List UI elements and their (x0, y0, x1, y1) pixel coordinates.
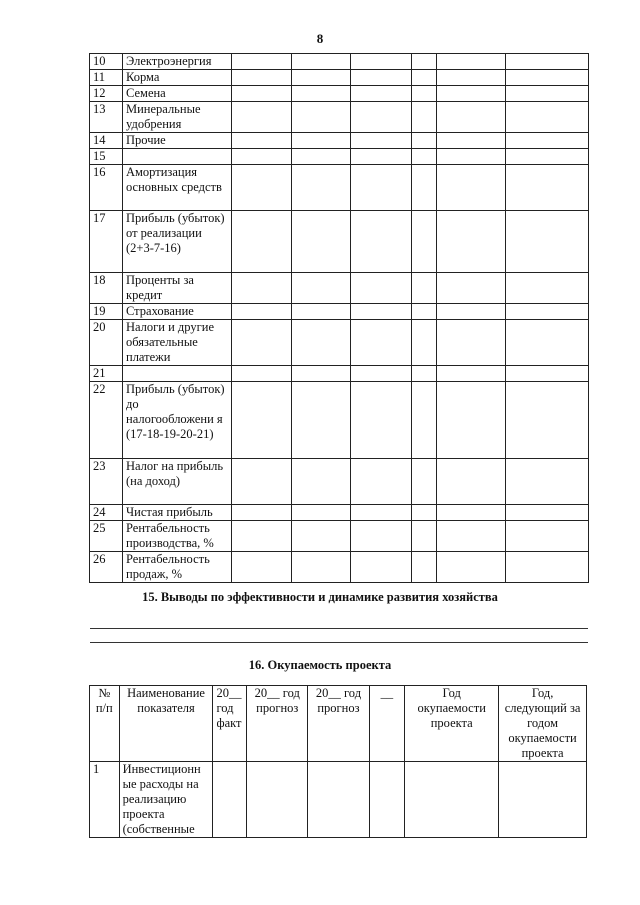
table-cell[interactable] (351, 165, 412, 211)
table-cell[interactable] (292, 382, 351, 459)
table-row (90, 273, 589, 304)
table-cell[interactable] (351, 304, 412, 320)
row-label (123, 149, 232, 165)
table-cell[interactable] (351, 320, 412, 366)
table-cell[interactable] (232, 149, 292, 165)
table-cell[interactable] (232, 54, 292, 70)
table-row (90, 521, 589, 552)
table-row (90, 366, 589, 382)
answer-line (90, 628, 588, 629)
table-row (90, 211, 589, 273)
table-cell[interactable] (232, 165, 292, 211)
table-cell[interactable] (351, 552, 412, 583)
table-row (90, 149, 589, 165)
table-cell[interactable] (405, 762, 499, 838)
table-cell[interactable] (412, 102, 437, 133)
table-cell[interactable] (232, 133, 292, 149)
table-cell[interactable] (506, 304, 589, 320)
row-number: 17 (90, 211, 123, 273)
table-cell[interactable] (292, 54, 351, 70)
table-cell[interactable] (351, 102, 412, 133)
row-label: Рентабельность производства, % (123, 521, 232, 552)
table-cell[interactable] (412, 552, 437, 583)
table-cell[interactable] (232, 382, 292, 459)
table-cell[interactable] (506, 54, 589, 70)
table-cell[interactable] (506, 505, 589, 521)
section-16-title: 16. Окупаемость проекта (248, 658, 392, 672)
table-cell[interactable] (351, 149, 412, 165)
table-cell[interactable] (412, 320, 437, 366)
table-cell[interactable] (292, 211, 351, 273)
table-cell[interactable] (247, 762, 308, 838)
table-row (90, 70, 589, 86)
table-cell[interactable] (506, 211, 589, 273)
table-cell[interactable] (351, 273, 412, 304)
section-15-title: 15. Выводы по эффективности и динамике развития хозяйства (142, 590, 498, 604)
table-cell[interactable] (412, 211, 437, 273)
table-cell[interactable] (232, 86, 292, 102)
table-cell[interactable] (437, 304, 506, 320)
table-cell[interactable] (351, 459, 412, 505)
table-cell[interactable] (506, 552, 589, 583)
table-cell[interactable] (292, 521, 351, 552)
table-cell[interactable] (437, 54, 506, 70)
col-header: __ (369, 686, 405, 762)
table-cell[interactable] (437, 133, 506, 149)
page-number: 8 (316, 31, 324, 46)
row-number: 23 (90, 459, 123, 505)
row-label: Рентабельность продаж, % (123, 552, 232, 583)
table-cell[interactable] (232, 102, 292, 133)
row-label: Налог на прибыль (на доход) (123, 459, 232, 505)
table-row (90, 304, 589, 320)
table-cell[interactable] (437, 552, 506, 583)
table-cell[interactable] (412, 273, 437, 304)
table-cell[interactable] (412, 521, 437, 552)
table-cell[interactable] (506, 133, 589, 149)
row-label: Прибыль (убыток) до налогообложени я (17-18-19-20-21) (123, 382, 232, 459)
table-cell[interactable] (292, 133, 351, 149)
table-cell[interactable] (412, 54, 437, 70)
table-cell[interactable] (437, 366, 506, 382)
col-header: Год окупаемости проекта (405, 686, 499, 762)
row-label: Прибыль (убыток) от реализации (2+3-7-16) (123, 211, 232, 273)
table-cell[interactable] (232, 459, 292, 505)
row-label: Прочие (123, 133, 232, 149)
row-number: 10 (90, 54, 123, 70)
row-label: Налоги и другие обязательные платежи (123, 320, 232, 366)
table-header-row (90, 686, 587, 762)
row-number: 1 (90, 762, 120, 838)
row-label: Страхование (123, 304, 232, 320)
table-cell[interactable] (506, 459, 589, 505)
table-cell[interactable] (232, 521, 292, 552)
col-header: 20__ год прогноз (247, 686, 308, 762)
table-cell[interactable] (292, 304, 351, 320)
table-cell[interactable] (437, 505, 506, 521)
table-cell[interactable] (506, 165, 589, 211)
row-label: Корма (123, 70, 232, 86)
table-cell[interactable] (292, 70, 351, 86)
table-row (90, 552, 589, 583)
table-cell[interactable] (351, 382, 412, 459)
table-cell[interactable] (437, 86, 506, 102)
table-cell[interactable] (292, 149, 351, 165)
row-number: 18 (90, 273, 123, 304)
table-cell[interactable] (351, 505, 412, 521)
table-cell[interactable] (437, 149, 506, 165)
row-label (123, 366, 232, 382)
table-cell[interactable] (351, 70, 412, 86)
row-label: Чистая прибыль (123, 505, 232, 521)
table-cell[interactable] (412, 86, 437, 102)
row-label: Инвестиционн ые расходы на реализацию проекта (собственные (119, 762, 213, 838)
table-cell[interactable] (437, 382, 506, 459)
table-cell[interactable] (292, 505, 351, 521)
table-cell[interactable] (506, 149, 589, 165)
table-row (90, 133, 589, 149)
table-cell[interactable] (506, 70, 589, 86)
table-cell[interactable] (412, 165, 437, 211)
table-row (90, 459, 589, 505)
table-row (90, 54, 589, 70)
col-header: Наименование показателя (119, 686, 213, 762)
table-row (90, 762, 587, 838)
table-cell[interactable] (506, 320, 589, 366)
row-label: Минеральные удобрения (123, 102, 232, 133)
payback-table (89, 685, 587, 838)
table-cell[interactable] (232, 320, 292, 366)
row-label: Электроэнергия (123, 54, 232, 70)
row-number: 16 (90, 165, 123, 211)
row-number: 25 (90, 521, 123, 552)
table-cell[interactable] (506, 521, 589, 552)
table-cell[interactable] (437, 165, 506, 211)
row-number: 14 (90, 133, 123, 149)
table-cell[interactable] (232, 273, 292, 304)
row-number: 26 (90, 552, 123, 583)
table-cell[interactable] (232, 366, 292, 382)
table-cell[interactable] (437, 211, 506, 273)
table-cell[interactable] (292, 165, 351, 211)
table-cell[interactable] (437, 273, 506, 304)
row-label: Амортизация основных средств (123, 165, 232, 211)
table-cell[interactable] (232, 552, 292, 583)
table-cell[interactable] (412, 304, 437, 320)
answer-line (90, 642, 588, 643)
table-cell[interactable] (232, 505, 292, 521)
table-cell[interactable] (232, 211, 292, 273)
table-cell[interactable] (412, 70, 437, 86)
table-cell[interactable] (292, 102, 351, 133)
col-header: Год, следующий за годом окупаемости проекта (499, 686, 587, 762)
table-cell[interactable] (437, 521, 506, 552)
table-cell[interactable] (351, 133, 412, 149)
row-number: 11 (90, 70, 123, 86)
table-cell[interactable] (351, 54, 412, 70)
table-cell[interactable] (351, 521, 412, 552)
table-row (90, 320, 589, 366)
table-cell[interactable] (506, 382, 589, 459)
table-cell[interactable] (412, 505, 437, 521)
table-row (90, 86, 589, 102)
row-number: 22 (90, 382, 123, 459)
row-number: 20 (90, 320, 123, 366)
table-cell[interactable] (437, 70, 506, 86)
table-cell[interactable] (232, 70, 292, 86)
col-header: 20__ год факт (213, 686, 247, 762)
table-cell[interactable] (232, 304, 292, 320)
table-cell[interactable] (437, 459, 506, 505)
table-cell[interactable] (292, 459, 351, 505)
table-cell[interactable] (506, 273, 589, 304)
table-cell[interactable] (506, 102, 589, 133)
table-cell[interactable] (292, 273, 351, 304)
table-cell[interactable] (412, 366, 437, 382)
table-cell[interactable] (292, 86, 351, 102)
table-row (90, 382, 589, 459)
row-number: 19 (90, 304, 123, 320)
table-row (90, 102, 589, 133)
table-cell[interactable] (369, 762, 405, 838)
table-cell[interactable] (308, 762, 369, 838)
table-row (90, 505, 589, 521)
row-number: 15 (90, 149, 123, 165)
table-cell[interactable] (412, 149, 437, 165)
col-header: № п/п (90, 686, 120, 762)
table-cell[interactable] (506, 366, 589, 382)
col-header: 20__ год прогноз (308, 686, 369, 762)
row-label: Семена (123, 86, 232, 102)
table-cell[interactable] (412, 133, 437, 149)
financial-results-table (89, 53, 589, 583)
table-cell[interactable] (351, 211, 412, 273)
row-number: 13 (90, 102, 123, 133)
row-label: Проценты за кредит (123, 273, 232, 304)
table-cell[interactable] (412, 382, 437, 459)
table-cell[interactable] (437, 102, 506, 133)
table-cell[interactable] (499, 762, 587, 838)
table-cell[interactable] (351, 366, 412, 382)
table-cell[interactable] (292, 320, 351, 366)
table-cell[interactable] (412, 459, 437, 505)
row-number: 21 (90, 366, 123, 382)
table-row (90, 165, 589, 211)
row-number: 12 (90, 86, 123, 102)
row-number: 24 (90, 505, 123, 521)
table-cell[interactable] (351, 86, 412, 102)
table-cell[interactable] (437, 320, 506, 366)
table-cell[interactable] (506, 86, 589, 102)
table-cell[interactable] (292, 366, 351, 382)
table-cell[interactable] (213, 762, 247, 838)
table-cell[interactable] (292, 552, 351, 583)
